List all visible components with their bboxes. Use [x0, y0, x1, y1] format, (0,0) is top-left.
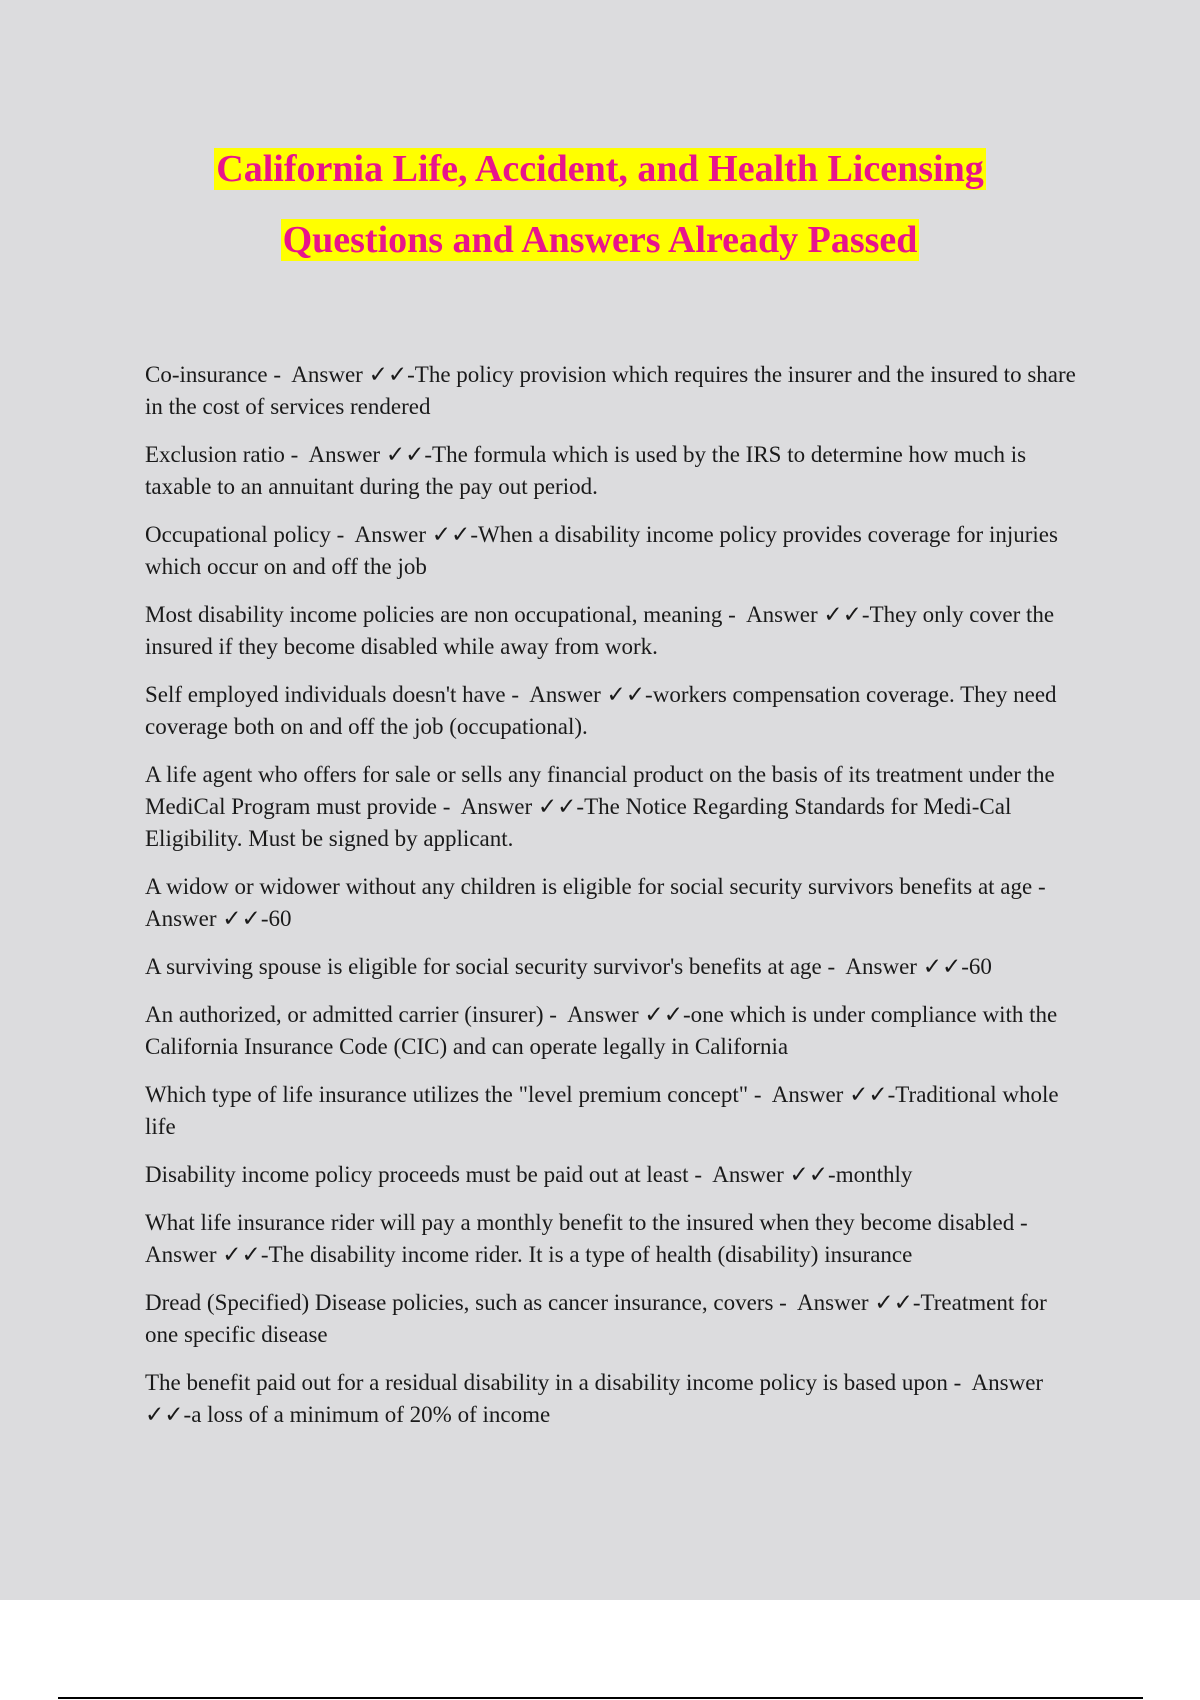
qa-answer-marker: Answer ✓✓-	[771, 1082, 896, 1107]
qa-list	[145, 359, 1080, 1447]
qa-question: Exclusion ratio	[145, 442, 285, 467]
qa-answer-marker: Answer ✓✓-	[145, 906, 269, 931]
qa-answer: monthly	[835, 1162, 913, 1187]
qa-answer: They only cover the insured if they become disabled while away from work.	[145, 602, 1055, 659]
qa-separator: -	[1032, 874, 1056, 899]
qa-separator: -	[284, 442, 309, 467]
qa-separator: -	[436, 794, 461, 819]
qa-answer: When a disability income policy provides coverage for injuries which occur on and off the job	[145, 522, 1058, 579]
qa-item	[145, 1079, 1080, 1143]
qa-item	[145, 871, 1080, 935]
qa-separator: -	[543, 1002, 568, 1027]
qa-answer: The disability income rider. It is a type of health (disability) insurance	[268, 1242, 913, 1267]
qa-answer-marker: Answer ✓✓-	[797, 1290, 921, 1315]
qa-answer-marker: Answer ✓✓-	[746, 602, 870, 627]
qa-item	[145, 759, 1080, 855]
qa-question: The benefit paid out for a residual disability in a disability income policy is based upon	[145, 1370, 948, 1395]
qa-separator: -	[688, 1162, 713, 1187]
qa-answer: one which is under compliance with the California Insurance Code (CIC) and can operate legally in California	[145, 1002, 1058, 1059]
document-title-line1	[0, 146, 1200, 192]
qa-answer: The formula which is used by the IRS to determine how much is taxable to an annuitant during the pay out period.	[145, 442, 1027, 499]
qa-item	[145, 599, 1080, 663]
qa-question: Which type of life insurance utilizes the "level premium concept"	[145, 1082, 749, 1107]
qa-item	[145, 1207, 1080, 1271]
qa-question: Disability income policy proceeds must be paid out at least	[145, 1162, 689, 1187]
qa-question: A life agent who offers for sale or sells any financial product on the basis of its treatment under the MediCal Program must provide	[145, 762, 1055, 819]
qa-answer-marker: Answer ✓✓-	[354, 522, 478, 547]
qa-item	[145, 1159, 1080, 1191]
qa-question: A widow or widower without any children is eligible for social security survivors benefits at age	[145, 874, 1033, 899]
qa-answer: Treatment for one specific disease	[145, 1290, 1047, 1347]
qa-item	[145, 439, 1080, 503]
qa-question: Most disability income policies are non occupational, meaning	[145, 602, 723, 627]
qa-answer-marker: Answer ✓✓-	[529, 682, 653, 707]
qa-answer: 60	[268, 906, 292, 931]
qa-item	[145, 951, 1080, 983]
qa-separator: -	[722, 602, 747, 627]
title-line1-text: California Life, Accident, and Health Licensing	[216, 148, 984, 190]
qa-separator: -	[1014, 1210, 1038, 1235]
footer-divider	[58, 1697, 1143, 1699]
qa-answer-marker: Answer ✓✓-	[845, 954, 969, 979]
qa-separator: -	[505, 682, 530, 707]
qa-item	[145, 1367, 1080, 1431]
qa-question: Occupational policy	[145, 522, 331, 547]
qa-answer-marker: Answer ✓✓-	[145, 1370, 1044, 1427]
qa-answer: The Notice Regarding Standards for Medi-Cal Eligibility. Must be signed by applicant.	[145, 794, 1012, 851]
qa-item	[145, 679, 1080, 743]
qa-separator: -	[748, 1082, 772, 1107]
qa-answer: Traditional whole life	[145, 1082, 1059, 1139]
qa-answer: workers compensation coverage. They need coverage both on and off the job (occupational).	[145, 682, 1057, 739]
qa-separator: -	[330, 522, 355, 547]
qa-answer-marker: Answer ✓✓-	[145, 1242, 269, 1267]
title-line2-text: Questions and Answers Already Passed	[282, 219, 918, 261]
document-title-line2	[0, 217, 1200, 263]
qa-answer-marker: Answer ✓✓-	[712, 1162, 836, 1187]
qa-separator: -	[773, 1290, 798, 1315]
qa-question: What life insurance rider will pay a monthly benefit to the insured when they become disabled	[145, 1210, 1015, 1235]
qa-question: Co-insurance	[145, 362, 268, 387]
qa-answer-marker: Answer ✓✓-	[460, 794, 585, 819]
qa-answer: a loss of a minimum of 20% of income	[191, 1402, 551, 1427]
qa-answer: The policy provision which requires the insurer and the insured to share in the cost of services rendered	[145, 362, 1076, 419]
qa-item	[145, 519, 1080, 583]
qa-answer-marker: Answer ✓✓-	[308, 442, 433, 467]
qa-answer-marker: Answer ✓✓-	[291, 362, 415, 387]
qa-separator: -	[947, 1370, 972, 1395]
qa-question: An authorized, or admitted carrier (insurer)	[145, 1002, 544, 1027]
qa-question: A surviving spouse is eligible for social security survivor's benefits at age	[145, 954, 822, 979]
qa-item	[145, 359, 1080, 423]
qa-question: Dread (Specified) Disease policies, such as cancer insurance, covers	[145, 1290, 774, 1315]
qa-item	[145, 999, 1080, 1063]
qa-item	[145, 1287, 1080, 1351]
qa-separator: -	[267, 362, 292, 387]
qa-answer: 60	[968, 954, 992, 979]
qa-separator: -	[821, 954, 846, 979]
qa-question: Self employed individuals doesn't have	[145, 682, 506, 707]
qa-answer-marker: Answer ✓✓-	[567, 1002, 691, 1027]
